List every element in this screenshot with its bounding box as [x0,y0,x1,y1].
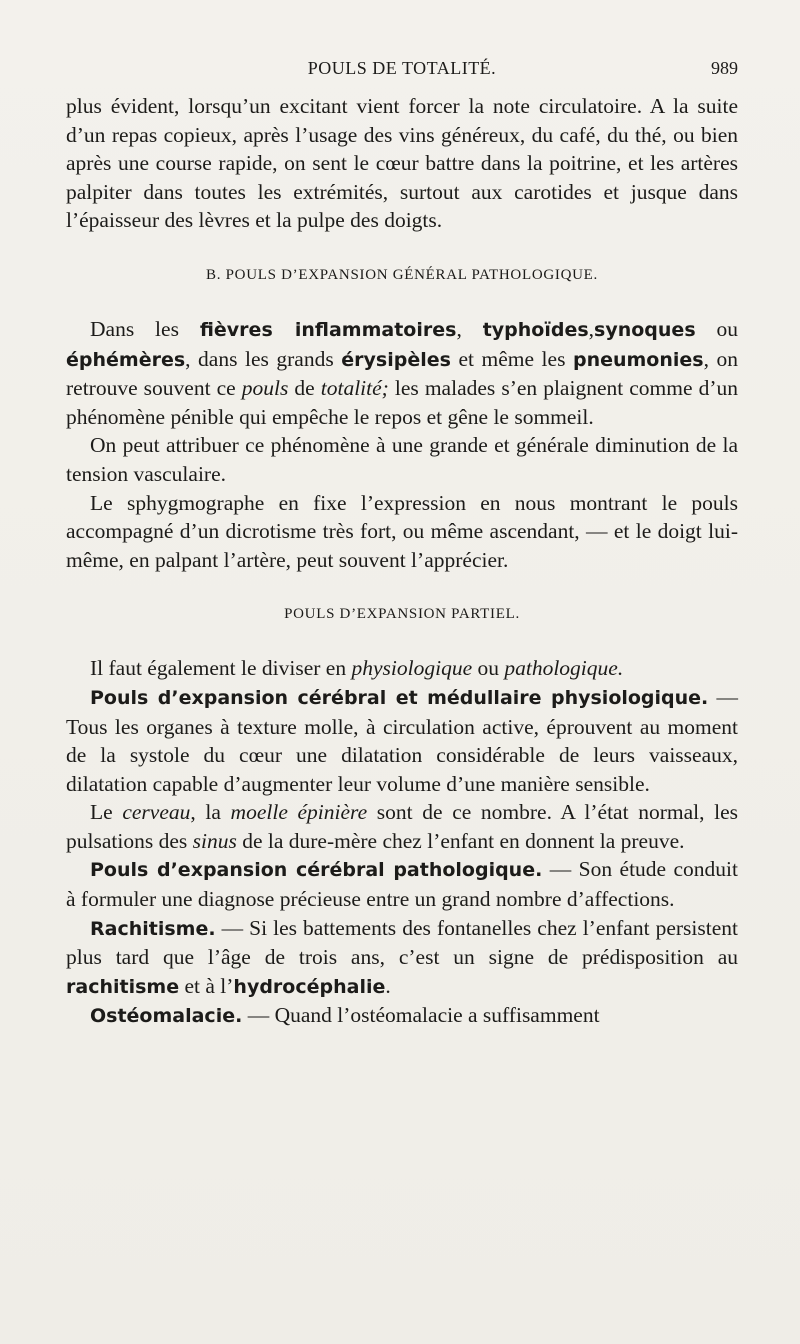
paragraph-fevers: Dans les fièvres inflammatoires, typhoïdes,synoques ou éphémères, dans les grands érysipèles et même les pneumonies, on retrouve souvent ce pouls de totalité; les malades s’en plaignent comme d’un phénomène pénible qui empêche le repos et gêne le sommeil. [66,316,739,429]
paragraph-sphygmograph: Le sphygmographe en fixe l’expression en nous montrant le pouls accompagné d’un dicrotisme très fort, ou même ascendant, — et le doigt lui-même, en palpant l’artère, peut souvent l’apprécier. [66,490,738,572]
section-heading-partial: POULS D’EXPANSION PARTIEL. [284,606,520,623]
paragraph-brain: Le cerveau, la moelle épinière sont de ce nombre. A l’état normal, les pulsations des sinus de la dure-mère chez l’enfant en donnent la preuve. [66,800,738,853]
section-heading-general-pathological: B. POULS D’EXPANSION GÉNÉRAL PATHOLOGIQUE. [206,266,598,283]
paragraph-divide: Il faut également le diviser en physiologique ou pathologique. [90,656,624,681]
body-text [66,92,738,1031]
paragraph-continuation: plus évident, lorsqu’un excitant vient forcer la note circulatoire. A la suite d’un repas copieux, après l’usage des vins généreux, du café, du thé, ou bien après une course rapide, on sent le cœur battre dans la poitrine, et les artères palpiter dans toutes les extrémités, surtout aux carotides et jusque dans l’épaisseur des lèvres et la pulpe des doigts. [66,94,738,233]
paragraph-rachitism: Rachitisme. — Si les battements des fontanelles chez l’enfant persistent plus tard que l’âge de trois ans, c’est un signe de prédisposition au rachitisme et à l’hydrocéphalie. [66,915,738,998]
paragraph-tension: On peut attribuer ce phénomène à une grande et générale diminution de la tension vasculaire. [66,433,738,486]
paragraph-osteomalacia: Ostéomalacie. — Quand l’ostéomalacie a suffisamment [90,1003,600,1028]
page-header [66,58,738,86]
paragraph-cerebral-pathological: Pouls d’expansion cérébral pathologique. — Son étude conduit à formuler une diagnose précieuse entre un grand nombre d’affections. [66,857,738,912]
paragraph-cerebral-physiological: Pouls d’expansion cérébral et médullaire physiologique. — Tous les organes à texture molle, à circulation active, éprouvent au moment de la systole du cœur une dilatation considérable de leurs vaisseaux, dilatation capable d’augmenter leur volume d’une manière sensible. [66,684,738,796]
running-title: POULS DE TOTALITÉ. [307,58,497,78]
page-number: 989 [711,58,738,78]
